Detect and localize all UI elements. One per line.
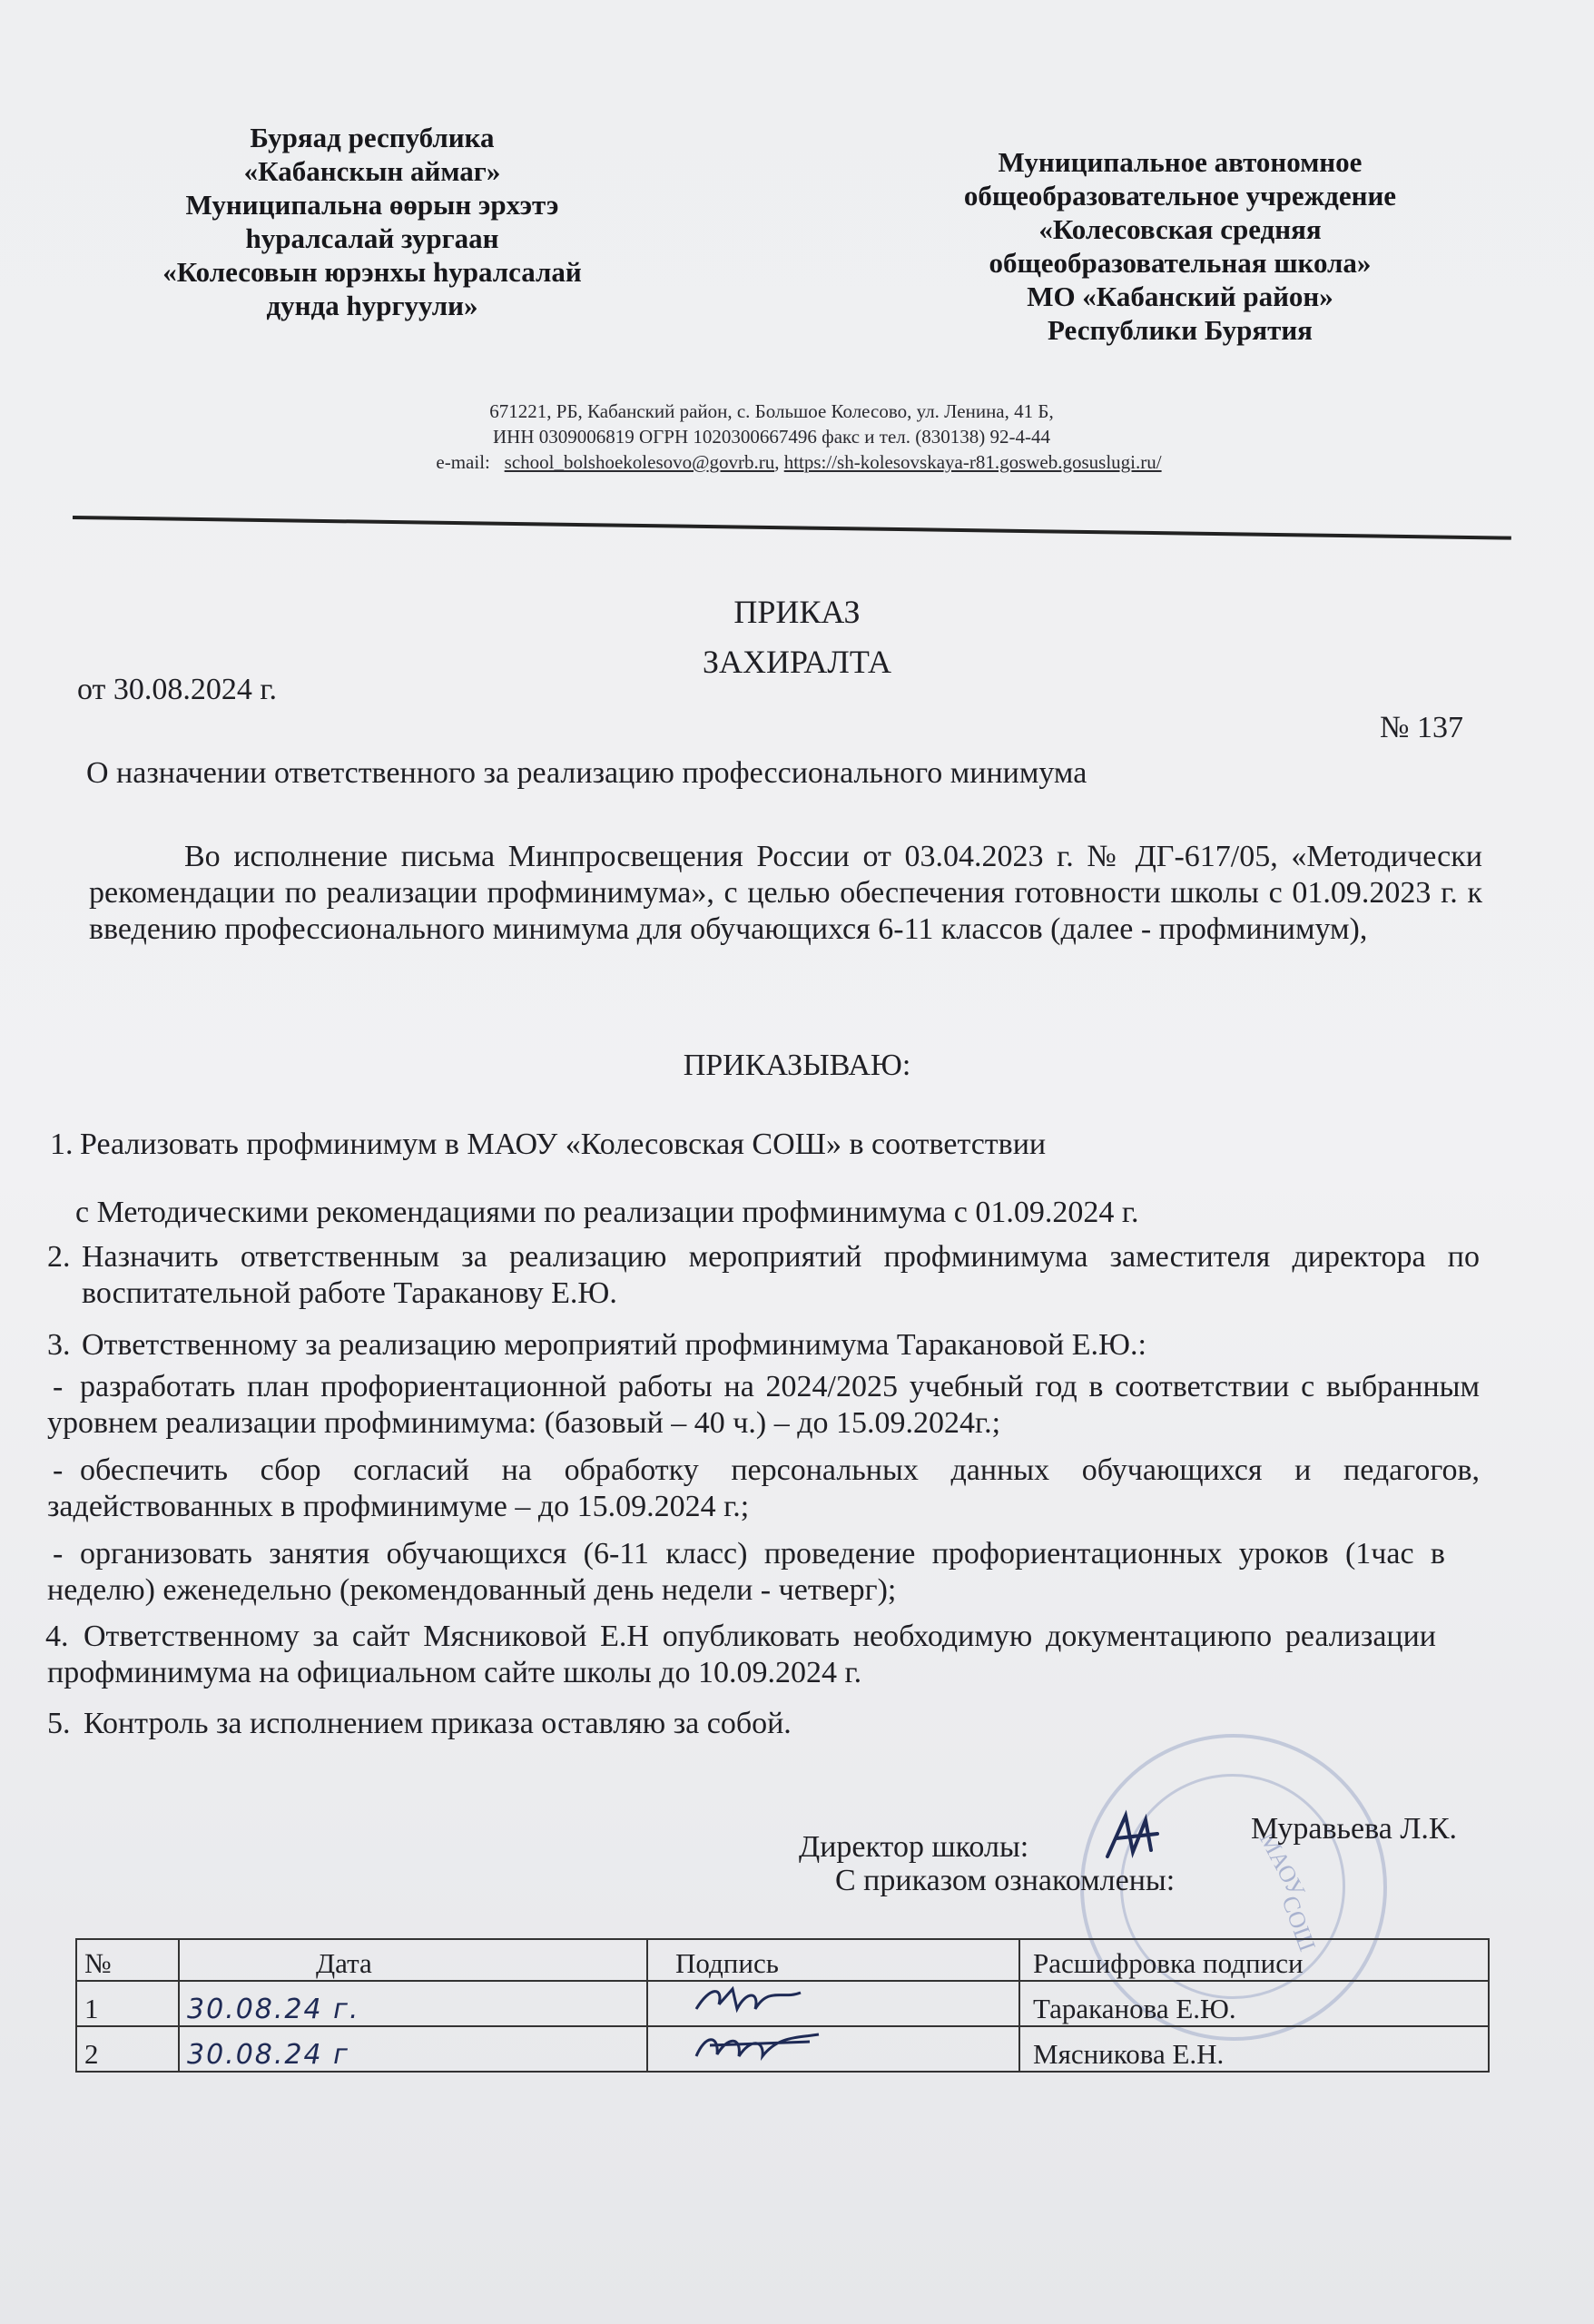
director-signature (1098, 1807, 1171, 1870)
order-number: № 137 (1380, 711, 1463, 744)
email-link[interactable]: school_bolshoekolesovo@govrb.ru (504, 451, 775, 473)
item-4-text: Ответственному за сайт Мясниковой Е.Н опубликовать необходимую документациюпо реализации профминимума на официальном сайте школы до 10.09.2024 г. (47, 1620, 1436, 1689)
header-right-line: Республики Бурятия (1048, 314, 1313, 346)
item-number: 4. (45, 1620, 69, 1653)
bullet-dash: - (53, 1370, 64, 1403)
row-full-name: Тараканова Е.Ю. (1019, 1981, 1489, 2026)
contact-separator: , (774, 451, 784, 473)
subitem-consents: обеспечить сбор согласий на обработку персональных данных обучающихся и педагогов, задействованных в профминимуме – до 15.09.2024 г.; (47, 1453, 1480, 1523)
header-right (890, 145, 1471, 347)
row-signature (647, 2026, 1019, 2072)
header-cell-signature: Подпись (647, 1939, 1019, 1981)
signature-mark (692, 2027, 828, 2063)
row-date (179, 1981, 647, 2026)
row-signature (647, 1981, 1019, 2026)
handwritten-date: 30.08.24 г. (187, 1994, 360, 2025)
header-right-line: «Колесовская средняя (1038, 213, 1322, 245)
bullet-dash: - (53, 1453, 64, 1487)
subitem-lessons: организовать занятия обучающихся (6-11 класс) проведение профориентационных уроков (1час в неделю) еженедельно (рекомендованный день недели - четверг); (47, 1537, 1445, 1607)
header-left-line: Буряад республика (250, 122, 495, 153)
header-cell-date: Дата (179, 1939, 647, 1981)
table-header-row (76, 1939, 1489, 1981)
header-left (82, 121, 663, 322)
director-role: Директор школы: (799, 1830, 1029, 1864)
acknowledgement-table (75, 1938, 1490, 2073)
director-name: Муравьева Л.К. (1251, 1812, 1458, 1846)
header-right-line: общеобразовательное учреждение (963, 180, 1397, 212)
item-number: 3. (47, 1328, 71, 1362)
item-number: 5. (47, 1707, 71, 1740)
header-left-line: Муниципальна өөрын эрхэтэ (185, 189, 559, 221)
signature-mark (692, 1982, 810, 2018)
contact-email-line (290, 450, 1307, 474)
bullet-dash: - (53, 1537, 64, 1571)
table-row (76, 2026, 1489, 2072)
order-subject: О назначении ответственного за реализацию профессионального минимума (86, 756, 1087, 790)
header-left-line: «Колесовын юрэнхы һуралсалай (162, 256, 582, 288)
order-date: от 30.08.2024 г. (77, 673, 278, 706)
header-right-line: МО «Кабанский район» (1027, 281, 1333, 312)
item-2-text: Назначить ответственным за реализацию мероприятий профминимума заместителя директора по воспитательной работе Тараканову Е.Ю. (82, 1240, 1480, 1310)
header-left-line: дунда һургуули» (266, 290, 478, 321)
item-1-line-2: с Методическими рекомендациями по реализации профминимума с 01.09.2024 г. (75, 1196, 1139, 1229)
header-right-line: общеобразовательная школа» (989, 247, 1372, 279)
item-3-text: Ответственному за реализацию мероприятий профминимума Таракановой Е.Ю.: (82, 1328, 1146, 1362)
item-number: 1. (50, 1128, 74, 1161)
acquainted-label: С приказом ознакомлены: (835, 1864, 1176, 1897)
table-row (76, 1981, 1489, 2026)
email-label: e-mail: (436, 451, 490, 473)
contact-address: 671221, РБ, Кабанский район, с. Большое Колесово, ул. Ленина, 41 Б, (489, 400, 1054, 422)
row-full-name: Мясникова Е.Н. (1019, 2026, 1489, 2072)
header-cell-number: № (76, 1939, 179, 1981)
item-5-text: Контроль за исполнением приказа оставляю за собой. (84, 1707, 792, 1740)
stamp-text-top: МАОУ (1254, 1827, 1311, 1902)
order-title-buryat: ЗАХИРАЛТА (702, 644, 892, 680)
website-link[interactable]: https://sh-kolesovskaya-r81.gosweb.gosuslugi.ru/ (783, 451, 1162, 473)
item-1-line-1: Реализовать профминимум в МАОУ «Колесовская СОШ» в соответствии (80, 1128, 1047, 1161)
preamble-paragraph: Во исполнение письма Минпросвещения России от 03.04.2023 г. № ДГ-617/05, «Методически рекомендации по реализации профминимума», с целью обеспечения готовности школы с 01.09.2023 г. к введению профессионального минимума для обучающихся 6-11 классов (далее - профминимум), (89, 840, 1482, 946)
header-right-line: Муниципальное автономное (998, 146, 1363, 178)
contact-ids: ИНН 0309006819 ОГРН 1020300667496 факс и тел. (830138) 92-4-44 (492, 426, 1050, 448)
header-divider (73, 516, 1511, 540)
handwritten-date: 30.08.24 г (187, 2039, 349, 2071)
header-left-line: һуралсалай зургаан (245, 222, 499, 254)
row-date (179, 2026, 647, 2072)
subitem-plan: разработать план профориентационной работы на 2024/2025 учебный год в соответствии с выбранным уровнем реализации профминимума: (базовый – 40 ч.) – до 15.09.2024г.; (47, 1370, 1480, 1440)
row-number: 2 (76, 2026, 179, 2072)
stamp-text-bottom: СОШ (1276, 1892, 1321, 1955)
order-word: ПРИКАЗЫВАЮ: (683, 1049, 911, 1082)
header-cell-full-name: Расшифровка подписи (1019, 1939, 1489, 1981)
order-title: ПРИКАЗ (733, 594, 861, 630)
row-number: 1 (76, 1981, 179, 2026)
item-number: 2. (47, 1240, 71, 1274)
header-left-line: «Кабанскын аймаг» (243, 155, 501, 187)
